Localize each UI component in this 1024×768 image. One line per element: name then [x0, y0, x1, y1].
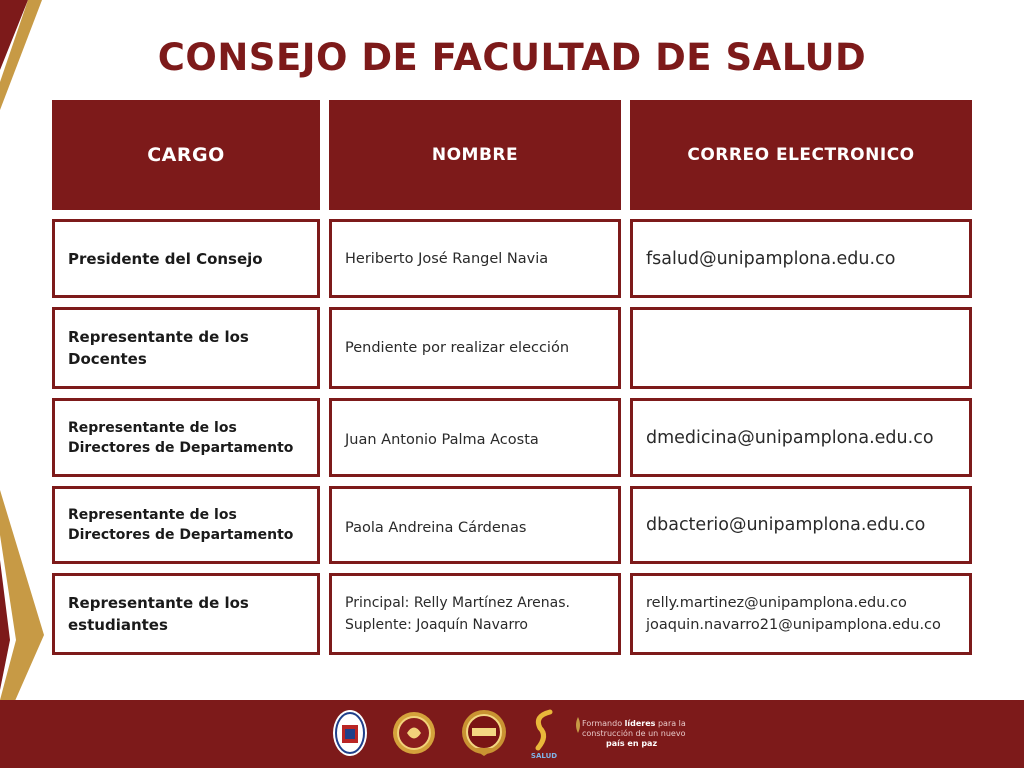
- nombre-text: Pendiente por realizar elección: [345, 340, 570, 356]
- quality-seal-icon: [458, 708, 510, 758]
- email-link[interactable]: joaquin.navarro21@unipamplona.edu.co: [646, 617, 941, 633]
- header-correo: [630, 100, 972, 210]
- table-row-2-correo: [630, 307, 972, 389]
- table-row-4-correo: [630, 486, 972, 564]
- table-row-3-correo: [630, 398, 972, 477]
- cargo-text: Representante de los estudiantes: [68, 594, 249, 634]
- header-cargo-label: CARGO: [147, 144, 225, 166]
- table-row-2-nombre: [329, 307, 621, 389]
- slogan-part1: Formando: [582, 719, 625, 728]
- nombre-principal: Principal: Relly Martínez Arenas.: [345, 595, 570, 611]
- email-link[interactable]: fsalud@unipamplona.edu.co: [646, 248, 896, 269]
- table-row-1-cargo: [52, 219, 320, 298]
- nombre-text: Juan Antonio Palma Acosta: [345, 432, 539, 448]
- nombre-suplente: Suplente: Joaquín Navarro: [345, 617, 528, 633]
- cargo-text: Representante de los Directores de Departamento: [68, 507, 294, 543]
- table-row-3-nombre: [329, 398, 621, 477]
- left-gold-chevron: [0, 490, 44, 735]
- table-row-2-cargo: [52, 307, 320, 389]
- email-link[interactable]: dmedicina@unipamplona.edu.co: [646, 427, 934, 448]
- table-row-1-nombre: [329, 219, 621, 298]
- nombre-text: Heriberto José Rangel Navia: [345, 250, 549, 267]
- header-nombre: [329, 100, 621, 210]
- table-row-4-cargo: [52, 486, 320, 564]
- header-nombre-label: NOMBRE: [431, 145, 519, 165]
- nombre-text: Paola Andreina Cárdenas: [345, 520, 527, 536]
- cargo-text: Representante de los Directores de Departamento: [68, 419, 294, 456]
- table-row-3-cargo: [52, 398, 320, 477]
- slogan-part2: para la construcción de un nuevo: [582, 719, 686, 738]
- header-cargo: [52, 100, 320, 210]
- email-lines: [646, 592, 941, 636]
- table-row-5-cargo: [52, 573, 320, 655]
- slogan-bold: líderes: [624, 719, 656, 728]
- email-link[interactable]: dbacterio@unipamplona.edu.co: [646, 515, 926, 535]
- email-link[interactable]: relly.martinez@unipamplona.edu.co: [646, 595, 907, 611]
- cargo-text: Presidente del Consejo: [68, 249, 263, 268]
- table-row-5-correo: [630, 573, 972, 655]
- nombre-lines: [345, 592, 570, 636]
- cargo-text: Representante de los Docentes: [68, 328, 249, 368]
- salud-logo-text: SALUD: [530, 752, 558, 760]
- footer-bar: [0, 700, 1024, 768]
- table-row-1-correo: [630, 219, 972, 298]
- table-row-4-nombre: [329, 486, 621, 564]
- footer-slogan: [582, 719, 692, 749]
- gold-medal-icon: [391, 710, 437, 756]
- university-seal-icon: [332, 709, 368, 757]
- page-title: CONSEJO DE FACULTAD DE SALUD: [157, 36, 867, 79]
- table-row-5-nombre: [329, 573, 621, 655]
- salud-logo-icon: [530, 708, 558, 760]
- header-correo-label: CORREO ELECTRONICO: [687, 145, 915, 165]
- slogan-last: país en paz: [606, 739, 658, 748]
